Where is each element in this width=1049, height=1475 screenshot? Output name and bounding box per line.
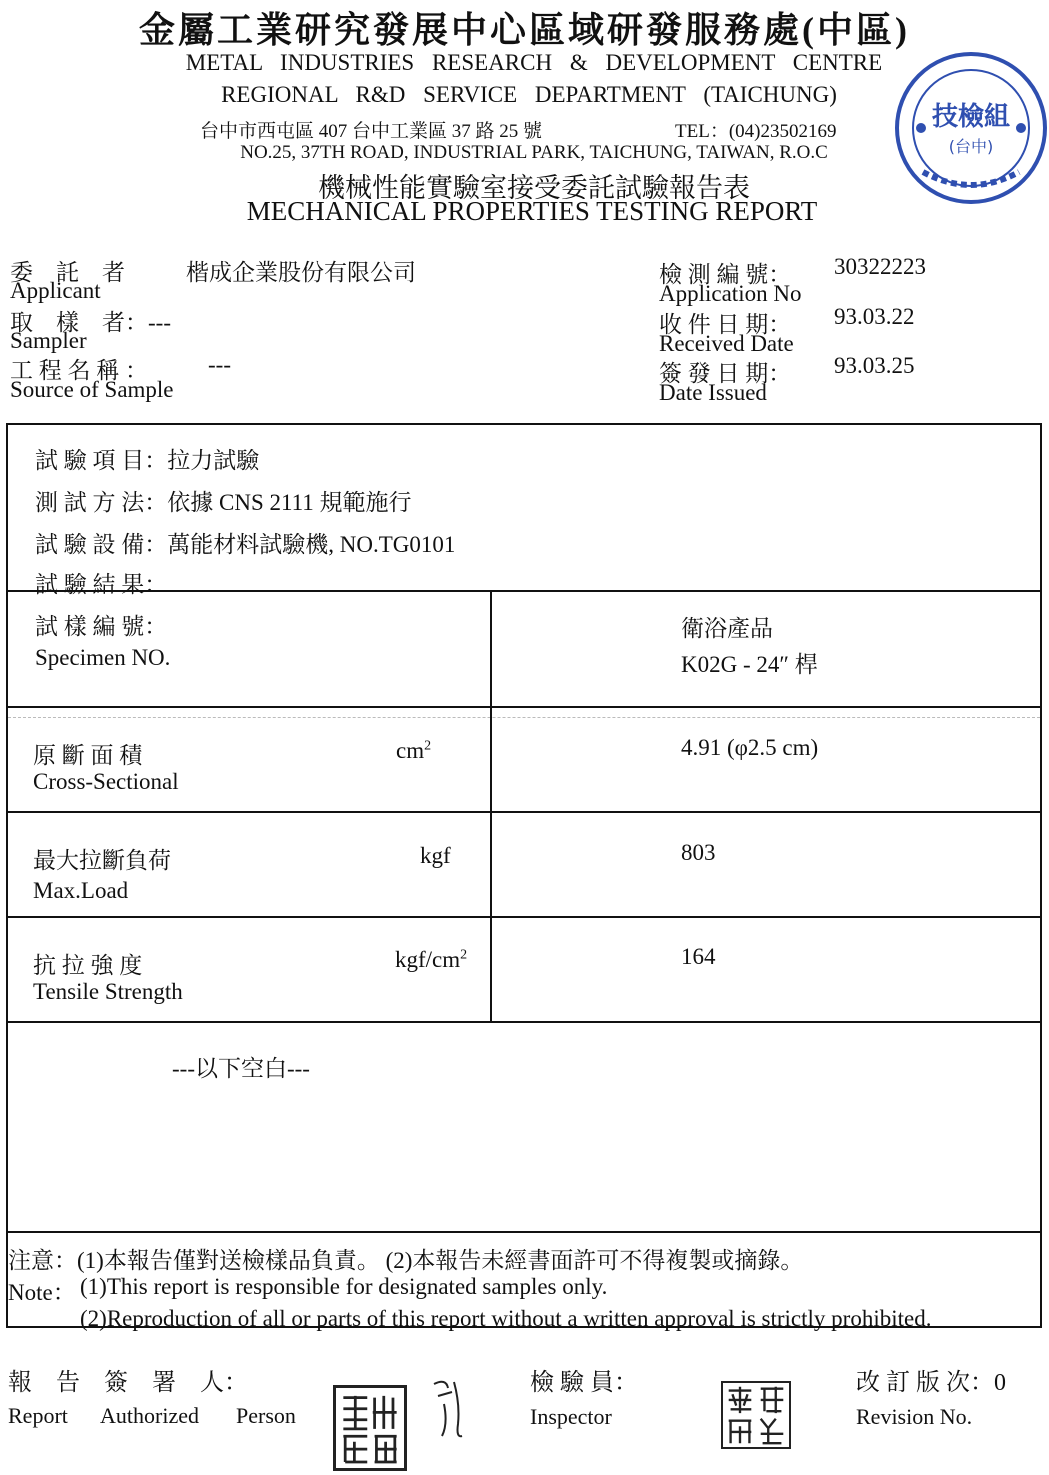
address-cn: 台中市西屯區 407 台中工業區 37 路 25 號 bbox=[200, 121, 543, 142]
test-equipment: 試 驗 設 備：萬能材料試驗機, NO.TG0101 bbox=[35, 532, 456, 557]
tensile-strength-label-cn: 抗 拉 強 度 bbox=[33, 953, 143, 978]
tensile-strength-label-en: Tensile Strength bbox=[33, 979, 183, 1004]
application-no-label-cn: 檢 測 編 號： bbox=[659, 262, 792, 287]
sampler-label-cn: 取 樣 者：--- bbox=[10, 310, 171, 335]
inspector-label-cn: 檢 驗 員： bbox=[530, 1370, 638, 1396]
divider-line bbox=[8, 1231, 1040, 1233]
report-title-cn: 機械性能實驗室接受委託試驗報告表 bbox=[318, 173, 750, 203]
tensile-strength-value: 164 bbox=[681, 944, 716, 969]
note-cn: 注意：(1)本報告僅對送檢樣品負責。 (2)本報告未經書面許可不得複製或摘錄。 bbox=[8, 1248, 804, 1273]
specimen-label-en: Specimen NO. bbox=[35, 645, 171, 670]
blank-below-marker: ---以下空白--- bbox=[172, 1056, 310, 1081]
signer-label-en-person: Person bbox=[236, 1403, 296, 1428]
issued-date-label-cn: 簽 發 日 期： bbox=[659, 361, 792, 386]
note-en-1: (1)This report is responsible for designated samples only. bbox=[80, 1274, 608, 1299]
application-no-label-en: Application No bbox=[659, 281, 802, 306]
signer-label-en-authorized: Authorized bbox=[100, 1403, 199, 1428]
cross-section-value: 4.91 (φ2.5 cm) bbox=[681, 735, 819, 760]
signer-seal bbox=[333, 1385, 407, 1471]
inspector-label-en: Inspector bbox=[530, 1404, 612, 1429]
cross-section-label-en: Cross-Sectional bbox=[33, 769, 179, 794]
received-date-label-en: Received Date bbox=[659, 331, 794, 356]
revision-label-cn: 改 訂 版 次：0 bbox=[856, 1370, 1006, 1396]
specimen-value-line2: K02G - 24″ 桿 bbox=[681, 652, 818, 677]
source-label-cn: 工 程 名 稱 ： bbox=[10, 358, 148, 383]
max-load-label-cn: 最大拉斷負荷 bbox=[33, 848, 171, 873]
note-en-2: (2)Reproduction of all or parts of this report without a written approval is strictly prohibited. bbox=[80, 1306, 932, 1331]
received-date-label-cn: 收 件 日 期： bbox=[659, 312, 792, 337]
org-name-cn: 金屬工業研究發展中心區域研發服務處(中區) bbox=[139, 10, 910, 50]
source-value: --- bbox=[208, 352, 231, 377]
max-load-unit: kgf bbox=[420, 843, 451, 868]
signer-label-en-report: Report bbox=[8, 1403, 68, 1428]
department-stamp bbox=[893, 50, 1049, 206]
inspector-seal-glyphs bbox=[723, 1383, 789, 1447]
issued-date-label-en: Date Issued bbox=[659, 380, 767, 405]
specimen-value-line1: 衛浴產品 bbox=[681, 616, 773, 641]
divider-line bbox=[8, 916, 1040, 918]
org-name-en: METAL INDUSTRIES RESEARCH & DEVELOPMENT CENTRE bbox=[185, 50, 883, 75]
cross-section-label-cn: 原 斷 面 積 bbox=[33, 743, 143, 768]
address-en: NO.25, 37TH ROAD, INDUSTRIAL PARK, TAICHUNG, TAIWAN, R.O.C bbox=[240, 142, 828, 163]
scan-artifact bbox=[8, 717, 1040, 722]
sampler-label-en: Sampler bbox=[10, 328, 87, 353]
max-load-value: 803 bbox=[681, 840, 716, 865]
cross-section-unit: $cm^2$ bbox=[396, 738, 432, 763]
test-item: 試 驗 項 目：拉力試驗 bbox=[35, 448, 260, 473]
department-name-en: REGIONAL R&D SERVICE DEPARTMENT (TAICHUNG) bbox=[221, 82, 837, 107]
inspector-seal bbox=[721, 1381, 791, 1449]
max-load-label-en: Max.Load bbox=[33, 878, 129, 903]
received-date-value: 93.03.22 bbox=[834, 304, 915, 329]
svg-text:技檢組: 技檢組 bbox=[931, 102, 1011, 132]
issued-date-value: 93.03.25 bbox=[834, 353, 915, 378]
divider-line bbox=[8, 811, 1040, 813]
handwritten-signature bbox=[428, 1374, 472, 1444]
revision-label-en: Revision No. bbox=[856, 1404, 973, 1429]
report-title-en: MECHANICAL PROPERTIES TESTING REPORT bbox=[246, 196, 818, 226]
applicant-label-en: Applicant bbox=[10, 278, 101, 303]
signer-seal-glyphs bbox=[336, 1388, 404, 1468]
specimen-label-cn: 試 樣 編 號： bbox=[35, 614, 168, 639]
applicant-label-cn: 委 託 者 bbox=[10, 260, 125, 285]
divider-line bbox=[8, 706, 1040, 708]
source-label-en: Source of Sample bbox=[10, 377, 174, 402]
note-en-label: Note： bbox=[8, 1280, 76, 1305]
test-result-label: 試 驗 結 果： bbox=[35, 572, 168, 597]
signer-label-cn: 報 告 簽 署 人： bbox=[8, 1370, 248, 1396]
divider-line bbox=[8, 1021, 1040, 1023]
test-method: 測 試 方 法：依據 CNS 2111 規範施行 bbox=[35, 490, 412, 515]
svg-text:(台中): (台中) bbox=[948, 137, 994, 156]
applicant-value: 楷成企業股份有限公司 bbox=[186, 260, 416, 285]
telephone: TEL：(04)23502169 bbox=[675, 121, 837, 142]
tensile-strength-unit: kgf/$cm^2$ bbox=[395, 947, 468, 972]
application-no-value: 30322223 bbox=[834, 254, 926, 279]
column-divider bbox=[490, 590, 492, 1021]
